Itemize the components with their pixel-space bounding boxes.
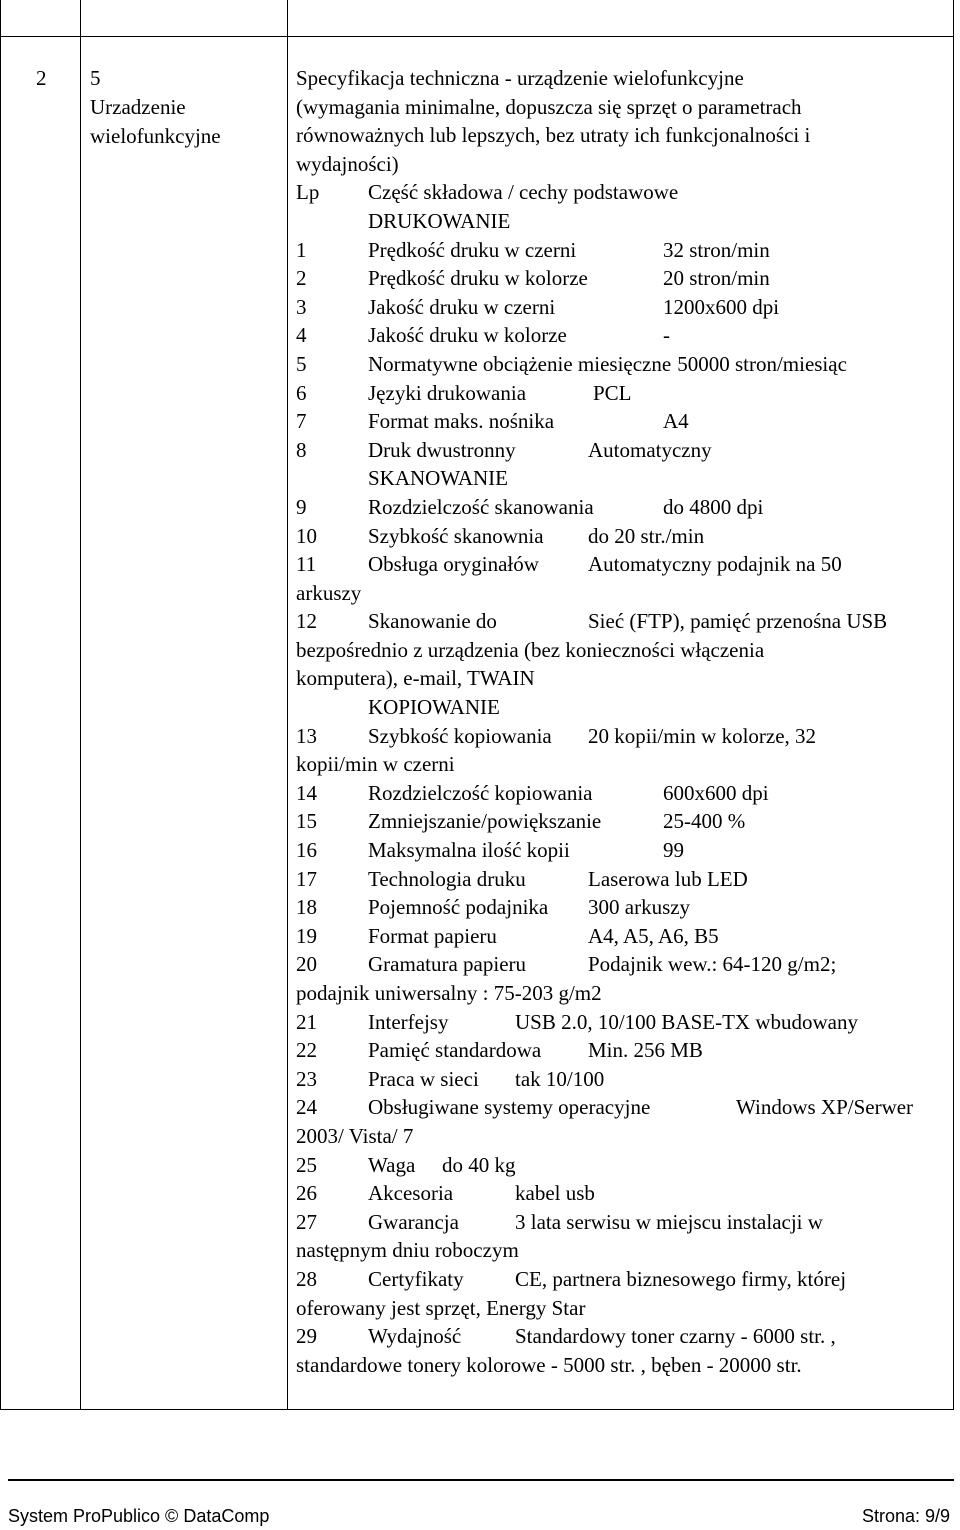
spec-item-row <box>296 922 956 951</box>
spec-item-row <box>296 807 956 836</box>
item-number: 1 <box>296 237 307 262</box>
item-value: do 4800 dpi <box>663 494 764 519</box>
spec-item-row <box>296 550 956 579</box>
item-name: Skanowanie do <box>368 609 497 634</box>
table-divider-2 <box>287 0 288 1410</box>
item-number: 23 <box>296 1066 317 1091</box>
item-name: Maksymalna ilość kopii <box>368 838 570 863</box>
item-value: 300 arkuszy <box>588 895 691 920</box>
footer-divider <box>8 1479 954 1481</box>
item-value: do 40 kg <box>442 1152 516 1177</box>
spec-intro-line: (wymagania minimalne, dopuszcza się sprzęt o parametrach <box>296 94 802 119</box>
item-value: 50000 stron/miesiąc <box>677 351 847 376</box>
item-name: Technologia druku <box>368 866 526 891</box>
item-value: 20 stron/min <box>663 266 770 291</box>
spec-item-row <box>296 236 956 265</box>
item-value: Windows XP/Serwer <box>736 1095 914 1120</box>
specification-text <box>296 64 956 1379</box>
item-value-continued: arkuszy <box>296 580 362 605</box>
item-value: tak 10/100 <box>515 1066 605 1091</box>
spec-intro-line: Specyfikacja techniczna - urządzenie wielofunkcyjne <box>296 66 744 90</box>
item-number: 14 <box>296 780 317 805</box>
item-name: Szybkość kopiowania <box>368 723 552 748</box>
item-number: 25 <box>296 1152 317 1177</box>
item-name: Języki drukowania <box>368 380 527 405</box>
item-name: Format maks. nośnika <box>368 409 555 434</box>
item-value-continued: standardowe tonery kolorowe - 5000 str. , bęben - 20000 str. <box>296 1352 802 1377</box>
item-value-continued: 2003/ Vista/ 7 <box>296 1123 414 1148</box>
item-number: 13 <box>296 723 317 748</box>
item-number: 6 <box>296 380 307 405</box>
footer-page-number: Strona: 9/9 <box>861 1506 950 1526</box>
spec-intro-line: równoważnych lub lepszych, bez utraty ich funkcjonalności i <box>296 123 811 148</box>
item-name: Format papieru <box>368 923 497 948</box>
item-name: Prędkość druku w kolorze <box>368 266 588 291</box>
table-divider-1 <box>80 0 81 1410</box>
item-value: Sieć (FTP), pamięć przenośna USB <box>588 609 888 634</box>
item-value: CE, partnera biznesowego firmy, której <box>515 1266 847 1291</box>
spec-item-row <box>296 1265 956 1294</box>
item-name: Akcesoria <box>368 1181 454 1206</box>
item-name: Praca w sieci <box>368 1066 479 1091</box>
spec-item-row <box>296 493 956 522</box>
table-border-left <box>0 0 1 1410</box>
item-value: - <box>663 323 670 348</box>
item-name-line1: Urzadzenie <box>90 95 186 119</box>
spec-item-row <box>296 722 956 751</box>
item-number: 3 <box>296 294 307 319</box>
spec-item-row <box>296 1179 956 1208</box>
item-value: 32 stron/min <box>663 237 770 262</box>
section-print: DRUKOWANIE <box>368 208 511 233</box>
spec-item-row <box>296 1208 956 1237</box>
item-name: Zmniejszanie/powiększanie <box>368 809 602 834</box>
item-name: Certyfikaty <box>368 1266 464 1291</box>
item-number: 4 <box>296 323 307 348</box>
item-name: Normatywne obciążenie miesięczne <box>368 351 672 376</box>
item-value: 20 kopii/min w kolorze, 32 <box>588 723 817 748</box>
item-number: 17 <box>296 866 317 891</box>
item-name: Rozdzielczość skanowania <box>368 494 594 519</box>
item-number: 7 <box>296 409 307 434</box>
item-value: Standardowy toner czarny - 6000 str. , <box>515 1324 836 1349</box>
item-value: Laserowa lub LED <box>588 866 748 891</box>
row-number: 2 <box>36 66 47 90</box>
item-value: kabel usb <box>515 1181 595 1206</box>
item-number: 5 <box>296 351 307 376</box>
item-name: Jakość druku w kolorze <box>368 323 567 348</box>
item-number: 18 <box>296 895 317 920</box>
spec-item-row <box>296 522 956 551</box>
item-number: 28 <box>296 1266 317 1291</box>
table-border-bottom <box>0 1409 954 1410</box>
item-number: 12 <box>296 609 317 634</box>
item-number: 2 <box>296 266 307 291</box>
spec-item-row <box>296 950 956 979</box>
item-number: 21 <box>296 1009 317 1034</box>
item-number: 20 <box>296 952 317 977</box>
item-name: Interfejsy <box>368 1009 449 1034</box>
spec-item-row <box>296 1036 956 1065</box>
spec-item-row <box>296 407 956 436</box>
spec-item-row <box>296 1065 956 1094</box>
spec-item-row <box>296 436 956 465</box>
spec-item-row <box>296 264 956 293</box>
item-number: 24 <box>296 1095 317 1120</box>
item-value: 3 lata serwisu w miejscu instalacji w <box>515 1209 823 1234</box>
item-value: Automatyczny podajnik na 50 <box>588 552 842 577</box>
item-name: Obsługa oryginałów <box>368 552 539 577</box>
item-value: Podajnik wew.: 64-120 g/m2; <box>588 952 837 977</box>
section-copy: KOPIOWANIE <box>368 695 500 720</box>
item-number: 9 <box>296 494 307 519</box>
spec-item-row <box>296 1322 956 1351</box>
header-part: Część składowa / cechy podstawowe <box>368 180 679 205</box>
spec-intro-line: wydajności) <box>296 151 399 176</box>
spec-item-row <box>296 293 956 322</box>
item-cell <box>90 64 280 151</box>
footer-system-name: System ProPublico © DataComp <box>8 1506 270 1526</box>
item-name: Pojemność podajnika <box>368 895 549 920</box>
spec-item-row <box>296 836 956 865</box>
item-name: Obsługiwane systemy operacyjne <box>368 1095 651 1120</box>
item-quantity: 5 <box>90 66 101 90</box>
item-name: Druk dwustronny <box>368 437 516 462</box>
item-value: 99 <box>663 838 684 863</box>
section-scan: SKANOWANIE <box>368 466 508 491</box>
item-name: Prędkość druku w czerni <box>368 237 577 262</box>
spec-item-row <box>296 865 956 894</box>
spec-item-row <box>296 321 956 350</box>
spec-item-row <box>296 607 956 636</box>
spec-item-row <box>296 379 956 408</box>
item-value-continued: następnym dniu roboczym <box>296 1238 519 1263</box>
item-number: 10 <box>296 523 317 548</box>
item-name: Rozdzielczość kopiowania <box>368 780 593 805</box>
item-value-continued: oferowany jest sprzęt, Energy Star <box>296 1295 586 1320</box>
item-number: 11 <box>296 552 317 577</box>
spec-header-row <box>296 178 956 207</box>
item-number: 27 <box>296 1209 317 1234</box>
spec-item-row <box>296 779 956 808</box>
table-row-divider <box>0 36 954 37</box>
item-value: 25-400 % <box>663 809 746 834</box>
spec-item-row <box>296 1008 956 1037</box>
item-number: 15 <box>296 809 317 834</box>
item-value: A4, A5, A6, B5 <box>588 923 719 948</box>
item-value-continued: bezpośrednio z urządzenia (bez konieczności włączenia <box>296 637 765 662</box>
item-number: 8 <box>296 437 307 462</box>
item-value: 600x600 dpi <box>663 780 769 805</box>
item-name: Szybkość skanownia <box>368 523 544 548</box>
item-value-continued: kopii/min w czerni <box>296 752 455 777</box>
header-lp: Lp <box>296 180 320 205</box>
item-value: USB 2.0, 10/100 BASE-TX wbudowany <box>515 1009 859 1034</box>
item-value: A4 <box>663 409 689 434</box>
item-name-line2: wielofunkcyjne <box>90 124 221 148</box>
item-name: Waga <box>368 1152 416 1177</box>
item-value-continued: podajnik uniwersalny : 75-203 g/m2 <box>296 981 602 1005</box>
spec-item-row <box>296 350 956 379</box>
item-value: do 20 str./min <box>588 523 705 548</box>
item-value: PCL <box>593 380 632 405</box>
item-name: Gramatura papieru <box>368 952 527 977</box>
spec-item-row <box>296 1093 956 1122</box>
item-name: Gwarancja <box>368 1209 459 1234</box>
item-number: 29 <box>296 1324 317 1349</box>
item-value-continued: komputera), e-mail, TWAIN <box>296 666 535 691</box>
spec-item-row <box>296 1151 956 1180</box>
item-number: 22 <box>296 1038 317 1063</box>
item-number: 26 <box>296 1181 317 1206</box>
item-name: Jakość druku w czerni <box>368 294 556 319</box>
item-value: 1200x600 dpi <box>663 294 780 319</box>
spec-item-row <box>296 893 956 922</box>
item-value: Automatyczny <box>588 437 712 462</box>
item-number: 19 <box>296 923 317 948</box>
item-name: Wydajność <box>368 1324 462 1349</box>
item-number: 16 <box>296 838 317 863</box>
item-value: Min. 256 MB <box>588 1038 703 1063</box>
item-name: Pamięć standardowa <box>368 1038 542 1063</box>
